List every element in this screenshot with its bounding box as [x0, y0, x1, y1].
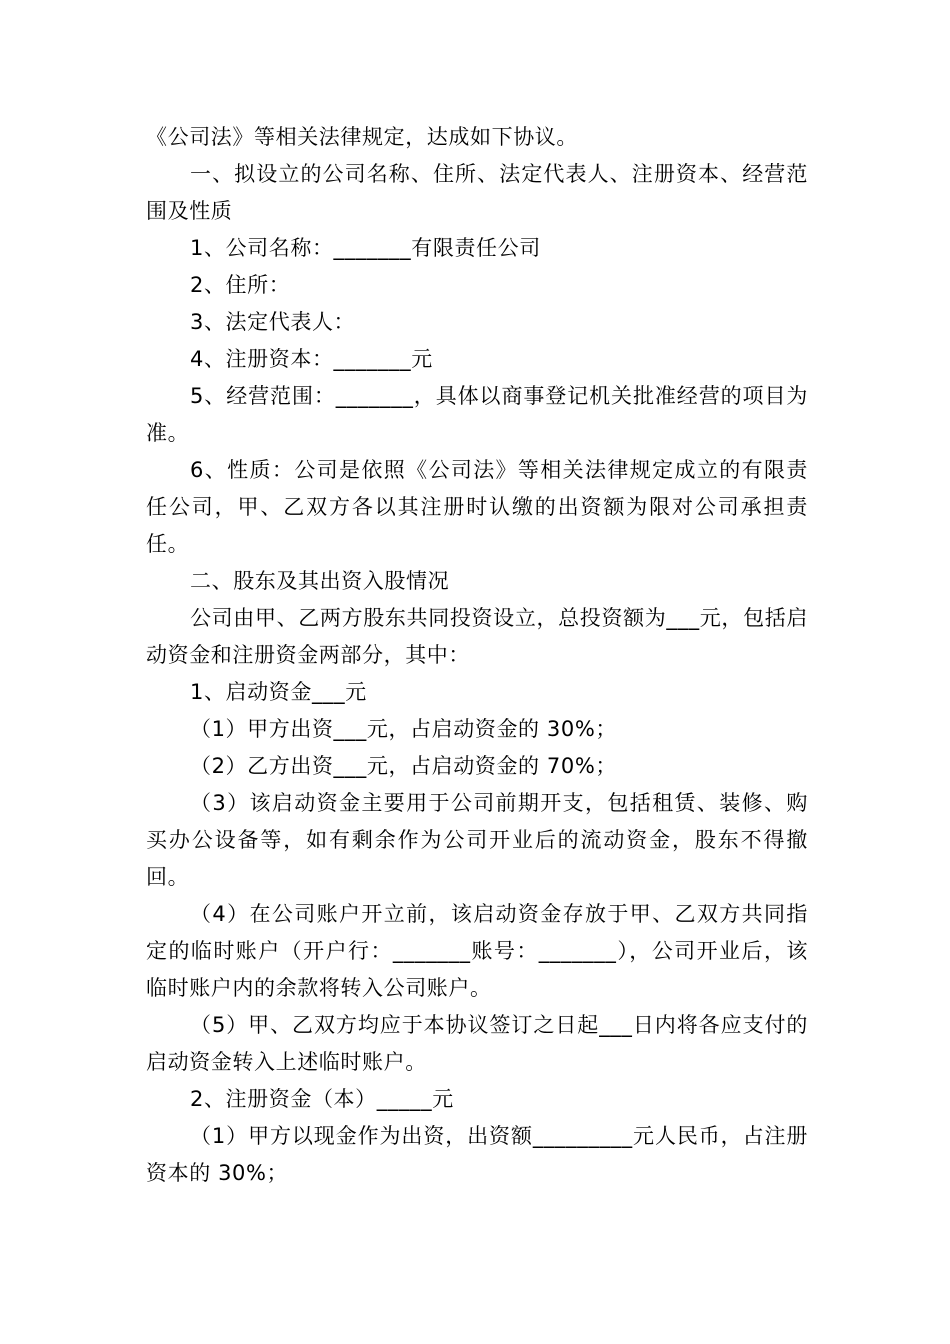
document-paragraph: 公司由甲、乙两方股东共同投资设立，总投资额为___元，包括启动资金和注册资金两部分，其中：	[146, 606, 808, 667]
document-paragraph: （1）甲方出资___元，占启动资金的 30%；	[190, 717, 618, 741]
document-paragraph: （4）在公司账户开立前，该启动资金存放于甲、乙双方共同指定的临时账户（开户行：_______账号：_______），公司开业后，该临时账户内的余款将转入公司账户。	[146, 902, 808, 1000]
document-paragraph: 3、法定代表人：	[190, 310, 356, 334]
document-paragraph: （1）甲方以现金作为出资，出资额_________元人民币，占注册资本的 30%；	[146, 1124, 808, 1185]
document-paragraph: 2、注册资金（本）_____元	[190, 1087, 454, 1111]
document-paragraph: （2）乙方出资___元，占启动资金的 70%；	[190, 754, 618, 778]
document-paragraph: （3）该启动资金主要用于公司前期开支，包括租赁、装修、购买办公设备等，如有剩余作为公司开业后的流动资金，股东不得撤回。	[146, 791, 808, 889]
document-paragraph: 5、经营范围：_______，具体以商事登记机关批准经营的项目为准。	[146, 384, 808, 445]
document-paragraph: 1、启动资金___元	[190, 680, 367, 704]
document-paragraph: 2、住所：	[190, 273, 291, 297]
document-paragraph: 《公司法》等相关法律规定，达成如下协议。	[146, 125, 578, 149]
section-heading: 二、股东及其出资入股情况	[190, 569, 450, 593]
document-page	[146, 119, 808, 1192]
section-heading: 一、拟设立的公司名称、住所、法定代表人、注册资本、经营范围及性质	[146, 162, 808, 223]
document-paragraph: 1、公司名称：_______有限责任公司	[190, 236, 541, 260]
document-paragraph: （5）甲、乙双方均应于本协议签订之日起___日内将各应支付的启动资金转入上述临时账户。	[146, 1013, 808, 1074]
document-paragraph: 4、注册资本：_______元	[190, 347, 433, 371]
document-paragraph: 6、性质：公司是依照《公司法》等相关法律规定成立的有限责任公司，甲、乙双方各以其注册时认缴的出资额为限对公司承担责任。	[146, 458, 808, 556]
